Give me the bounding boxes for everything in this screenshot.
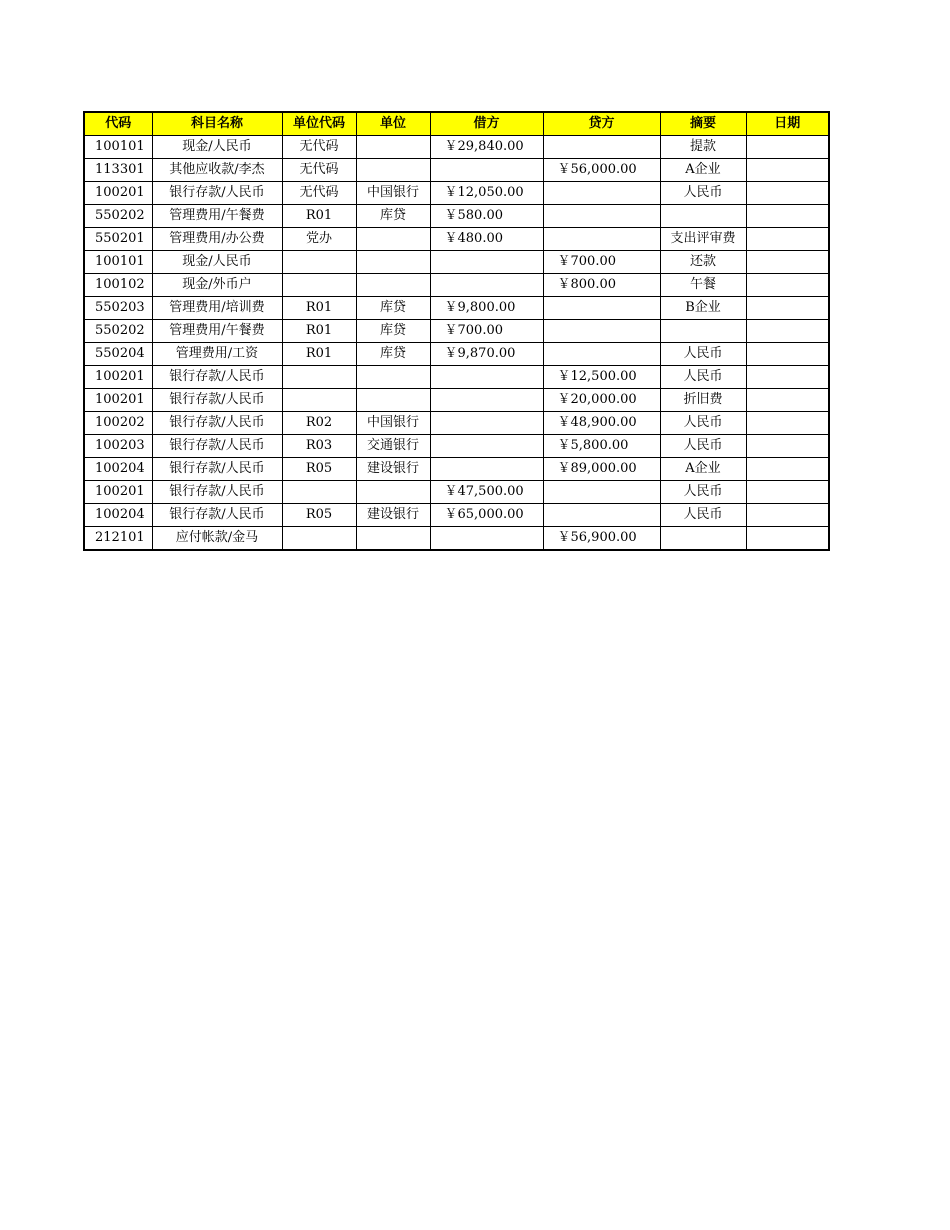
summary-cell[interactable]: 提款 [660, 136, 746, 159]
account-name-cell[interactable]: 银行存款/人民币 [152, 435, 282, 458]
summary-cell[interactable]: A企业 [660, 159, 746, 182]
unit-cell[interactable]: 中国银行 [356, 182, 430, 205]
date-cell[interactable] [746, 136, 829, 159]
account-name-cell[interactable]: 现金/人民币 [152, 251, 282, 274]
account-name-cell[interactable]: 银行存款/人民币 [152, 366, 282, 389]
debit-cell[interactable] [430, 159, 543, 182]
code-cell[interactable]: 113301 [84, 159, 152, 182]
account-name-cell[interactable]: 管理费用/午餐费 [152, 205, 282, 228]
unit-cell[interactable]: 建设银行 [356, 504, 430, 527]
debit-cell[interactable]: ￥9,870.00 [430, 343, 543, 366]
unit-code-cell[interactable]: 无代码 [282, 182, 356, 205]
table-row [84, 481, 829, 504]
date-cell[interactable] [746, 481, 829, 504]
table-row [84, 320, 829, 343]
unit-cell[interactable] [356, 527, 430, 551]
date-cell[interactable] [746, 366, 829, 389]
debit-cell[interactable]: ￥700.00 [430, 320, 543, 343]
date-cell[interactable] [746, 297, 829, 320]
credit-cell[interactable] [543, 297, 660, 320]
date-cell[interactable] [746, 182, 829, 205]
unit-code-cell[interactable] [282, 366, 356, 389]
table-row [84, 504, 829, 527]
debit-cell[interactable]: ￥12,050.00 [430, 182, 543, 205]
account-name-cell[interactable]: 银行存款/人民币 [152, 412, 282, 435]
account-name-cell[interactable]: 管理费用/培训费 [152, 297, 282, 320]
header-debit[interactable]: 借方 [430, 112, 543, 136]
summary-cell[interactable]: 支出评审费 [660, 228, 746, 251]
ledger-table [83, 111, 830, 551]
table-row [84, 251, 829, 274]
table-row [84, 527, 829, 551]
unit-cell[interactable]: 中国银行 [356, 412, 430, 435]
code-cell[interactable]: 100201 [84, 481, 152, 504]
account-name-cell[interactable]: 银行存款/人民币 [152, 481, 282, 504]
debit-cell[interactable]: ￥65,000.00 [430, 504, 543, 527]
credit-cell[interactable] [543, 182, 660, 205]
summary-cell[interactable] [660, 205, 746, 228]
unit-cell[interactable] [356, 159, 430, 182]
credit-cell[interactable]: ￥12,500.00 [543, 366, 660, 389]
table-row [84, 458, 829, 481]
summary-cell[interactable]: 人民币 [660, 412, 746, 435]
unit-cell[interactable] [356, 366, 430, 389]
table-row [84, 343, 829, 366]
table-row [84, 274, 829, 297]
unit-code-cell[interactable] [282, 251, 356, 274]
credit-cell[interactable]: ￥56,900.00 [543, 527, 660, 551]
code-cell[interactable]: 100204 [84, 458, 152, 481]
credit-cell[interactable] [543, 228, 660, 251]
unit-code-cell[interactable]: R05 [282, 504, 356, 527]
date-cell[interactable] [746, 159, 829, 182]
code-cell[interactable]: 100102 [84, 274, 152, 297]
unit-code-cell[interactable]: 无代码 [282, 159, 356, 182]
unit-code-cell[interactable]: R01 [282, 320, 356, 343]
code-cell[interactable]: 100203 [84, 435, 152, 458]
account-name-cell[interactable]: 银行存款/人民币 [152, 182, 282, 205]
table-row [84, 159, 829, 182]
date-cell[interactable] [746, 320, 829, 343]
unit-cell[interactable] [356, 136, 430, 159]
summary-cell[interactable]: 人民币 [660, 366, 746, 389]
code-cell[interactable]: 550202 [84, 320, 152, 343]
table-row [84, 297, 829, 320]
credit-cell[interactable] [543, 481, 660, 504]
code-cell[interactable]: 550204 [84, 343, 152, 366]
unit-code-cell[interactable] [282, 274, 356, 297]
account-name-cell[interactable]: 管理费用/午餐费 [152, 320, 282, 343]
unit-cell[interactable]: 库贷 [356, 297, 430, 320]
debit-cell[interactable]: ￥480.00 [430, 228, 543, 251]
ledger-body [84, 136, 829, 551]
credit-cell[interactable]: ￥700.00 [543, 251, 660, 274]
credit-cell[interactable]: ￥20,000.00 [543, 389, 660, 412]
account-name-cell[interactable]: 银行存款/人民币 [152, 389, 282, 412]
table-row [84, 182, 829, 205]
credit-cell[interactable]: ￥56,000.00 [543, 159, 660, 182]
debit-cell[interactable] [430, 251, 543, 274]
table-row [84, 435, 829, 458]
unit-code-cell[interactable] [282, 527, 356, 551]
unit-cell[interactable]: 交通银行 [356, 435, 430, 458]
header-unit[interactable]: 单位 [356, 112, 430, 136]
credit-cell[interactable]: ￥89,000.00 [543, 458, 660, 481]
credit-cell[interactable] [543, 343, 660, 366]
header-summary[interactable]: 摘要 [660, 112, 746, 136]
unit-code-cell[interactable]: 党办 [282, 228, 356, 251]
code-cell[interactable]: 100201 [84, 389, 152, 412]
code-cell[interactable]: 100204 [84, 504, 152, 527]
code-cell[interactable]: 550203 [84, 297, 152, 320]
unit-cell[interactable]: 库贷 [356, 320, 430, 343]
table-row [84, 136, 829, 159]
unit-cell[interactable] [356, 389, 430, 412]
code-cell[interactable]: 100202 [84, 412, 152, 435]
code-cell[interactable]: 100101 [84, 136, 152, 159]
header-code[interactable]: 代码 [84, 112, 152, 136]
summary-cell[interactable]: A企业 [660, 458, 746, 481]
date-cell[interactable] [746, 389, 829, 412]
unit-code-cell[interactable]: 无代码 [282, 136, 356, 159]
debit-cell[interactable] [430, 412, 543, 435]
debit-cell[interactable] [430, 435, 543, 458]
date-cell[interactable] [746, 504, 829, 527]
summary-cell[interactable]: B企业 [660, 297, 746, 320]
credit-cell[interactable]: ￥800.00 [543, 274, 660, 297]
credit-cell[interactable] [543, 136, 660, 159]
code-cell[interactable]: 212101 [84, 527, 152, 551]
unit-cell[interactable] [356, 274, 430, 297]
summary-cell[interactable]: 人民币 [660, 182, 746, 205]
account-name-cell[interactable]: 管理费用/办公费 [152, 228, 282, 251]
header-account-name[interactable]: 科目名称 [152, 112, 282, 136]
table-row [84, 389, 829, 412]
date-cell[interactable] [746, 343, 829, 366]
code-cell[interactable]: 100201 [84, 366, 152, 389]
summary-cell[interactable]: 人民币 [660, 435, 746, 458]
summary-cell[interactable]: 还款 [660, 251, 746, 274]
account-name-cell[interactable]: 银行存款/人民币 [152, 504, 282, 527]
unit-code-cell[interactable]: R05 [282, 458, 356, 481]
debit-cell[interactable]: ￥29,840.00 [430, 136, 543, 159]
summary-cell[interactable]: 人民币 [660, 481, 746, 504]
account-name-cell[interactable]: 现金/人民币 [152, 136, 282, 159]
account-name-cell[interactable]: 其他应收款/李杰 [152, 159, 282, 182]
header-date[interactable]: 日期 [746, 112, 829, 136]
debit-cell[interactable] [430, 389, 543, 412]
account-name-cell[interactable]: 应付帐款/金马 [152, 527, 282, 551]
date-cell[interactable] [746, 527, 829, 551]
date-cell[interactable] [746, 251, 829, 274]
account-name-cell[interactable]: 现金/外币户 [152, 274, 282, 297]
unit-code-cell[interactable]: R01 [282, 343, 356, 366]
code-cell[interactable]: 550202 [84, 205, 152, 228]
summary-cell[interactable]: 折旧费 [660, 389, 746, 412]
summary-cell[interactable] [660, 527, 746, 551]
table-row [84, 412, 829, 435]
debit-cell[interactable] [430, 366, 543, 389]
code-cell[interactable]: 100201 [84, 182, 152, 205]
debit-cell[interactable]: ￥580.00 [430, 205, 543, 228]
summary-cell[interactable]: 人民币 [660, 504, 746, 527]
unit-code-cell[interactable]: R03 [282, 435, 356, 458]
unit-cell[interactable] [356, 481, 430, 504]
unit-cell[interactable]: 库贷 [356, 205, 430, 228]
credit-cell[interactable] [543, 320, 660, 343]
credit-cell[interactable] [543, 205, 660, 228]
date-cell[interactable] [746, 435, 829, 458]
date-cell[interactable] [746, 228, 829, 251]
credit-cell[interactable]: ￥5,800.00 [543, 435, 660, 458]
date-cell[interactable] [746, 458, 829, 481]
unit-cell[interactable] [356, 251, 430, 274]
unit-code-cell[interactable] [282, 481, 356, 504]
date-cell[interactable] [746, 205, 829, 228]
summary-cell[interactable]: 人民币 [660, 343, 746, 366]
header-credit[interactable]: 贷方 [543, 112, 660, 136]
summary-cell[interactable]: 午餐 [660, 274, 746, 297]
date-cell[interactable] [746, 274, 829, 297]
code-cell[interactable]: 100101 [84, 251, 152, 274]
debit-cell[interactable] [430, 274, 543, 297]
unit-cell[interactable] [356, 228, 430, 251]
unit-code-cell[interactable]: R01 [282, 205, 356, 228]
header-unit-code[interactable]: 单位代码 [282, 112, 356, 136]
table-row [84, 228, 829, 251]
code-cell[interactable]: 550201 [84, 228, 152, 251]
debit-cell[interactable] [430, 527, 543, 551]
credit-cell[interactable] [543, 504, 660, 527]
credit-cell[interactable]: ￥48,900.00 [543, 412, 660, 435]
account-name-cell[interactable]: 银行存款/人民币 [152, 458, 282, 481]
table-row [84, 366, 829, 389]
unit-code-cell[interactable]: R01 [282, 297, 356, 320]
unit-code-cell[interactable] [282, 389, 356, 412]
summary-cell[interactable] [660, 320, 746, 343]
debit-cell[interactable] [430, 458, 543, 481]
unit-cell[interactable]: 库贷 [356, 343, 430, 366]
unit-code-cell[interactable]: R02 [282, 412, 356, 435]
date-cell[interactable] [746, 412, 829, 435]
debit-cell[interactable]: ￥9,800.00 [430, 297, 543, 320]
table-row [84, 205, 829, 228]
header-row [84, 112, 829, 136]
account-name-cell[interactable]: 管理费用/工资 [152, 343, 282, 366]
unit-cell[interactable]: 建设银行 [356, 458, 430, 481]
debit-cell[interactable]: ￥47,500.00 [430, 481, 543, 504]
